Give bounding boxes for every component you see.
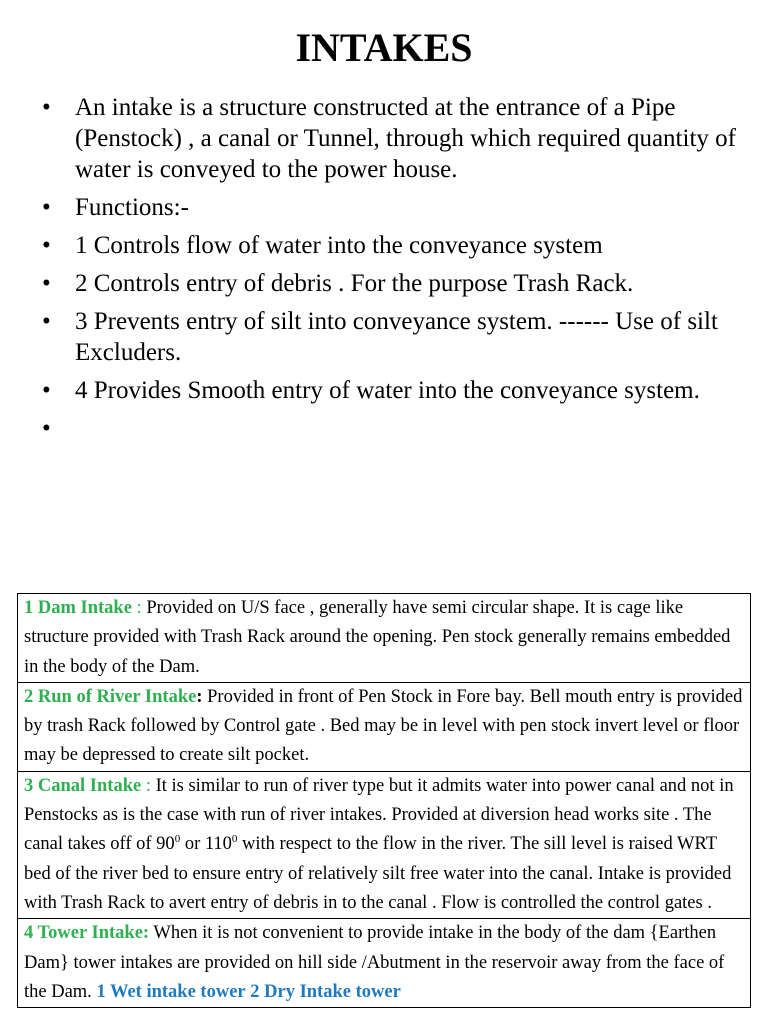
bullet-function-2: • 2 Controls entry of debris . For the purpose Trash Rack. [42, 268, 742, 299]
intake-type-name: 2 Run of River Intake [24, 686, 197, 707]
bullet-function-4: • 4 Provides Smooth entry of water into the conveyance system. [42, 375, 742, 406]
bullet-empty [42, 413, 742, 444]
intake-type-description: with respect to the flow in the river. The sill level is raised WRT bed of the river bed to ensure entry of relatively silt free water into the canal. Intake is provided with Trash Rack to avert entry of debris in to the canal . Flow is controlled the control gates . [24, 834, 732, 913]
degree-superscript: 0 [231, 833, 238, 846]
intake-type-description: Provided on U/S face , generally have semi circular shape. It is cage like structure provided with Trash Rack around the opening. Pen stock generally remains embedded in the body of the Dam. [24, 598, 731, 677]
wet-intake-tower-label: 1 Wet intake tower [96, 981, 246, 1002]
table-cell-run-of-river-intake [18, 682, 751, 771]
bullet-intake-definition: • An intake is a structure constructed at the entrance of a Pipe (Penstock) , a canal or Tunnel, through which required quantity of water is conveyed to the power house. [42, 92, 742, 185]
intake-type-description: or 110 [180, 834, 232, 855]
intake-type-name: 3 Canal Intake [24, 775, 142, 796]
table-row [18, 771, 751, 918]
table-cell-canal-intake [18, 771, 751, 918]
intake-type-name: 1 Dam Intake [24, 598, 132, 618]
table-cell-dam-intake [18, 594, 751, 683]
intake-type-separator: : [131, 598, 142, 618]
intake-type-separator: : [196, 686, 203, 707]
intake-types-table [17, 593, 751, 1008]
intake-type-separator: : [141, 775, 151, 796]
degree-superscript: 0 [174, 833, 181, 846]
table-cell-tower-intake [18, 919, 751, 1008]
bullet-function-3: • 3 Prevents entry of silt into conveyance system. ------ Use of silt Excluders. [42, 306, 742, 368]
bullet-functions-heading: • Functions:- [42, 192, 742, 223]
intake-type-name: 4 Tower Intake: [24, 923, 150, 944]
table-row [18, 594, 751, 683]
dry-intake-tower-label: 2 Dry Intake tower [250, 981, 401, 1002]
functions-bullet-list [42, 92, 742, 451]
intake-type-description: Provided in front of Pen Stock in Fore bay. Bell mouth entry is provided by trash Rack followed by Control gate . Bed may be in level with pen stock invert level or floor may be depressed to create silt pocket. [24, 686, 743, 766]
table-row [18, 682, 751, 771]
table-row [18, 919, 751, 1008]
bullet-function-1: • 1 Controls flow of water into the conveyance system [42, 230, 742, 261]
intake-type-description: When it is not convenient to provide intake in the body of the dam {Earthen Dam} tower intakes are provided on hill side /Abutment in the reservoir away from the face of the Dam. [24, 923, 725, 1002]
slide-title: INTAKES [295, 25, 473, 70]
intake-type-description: It is similar to run of river type but it admits water into power canal and not in Penstocks as is the case with run of river intakes. Provided at diversion head works site . The canal takes off of 90 [24, 775, 734, 855]
